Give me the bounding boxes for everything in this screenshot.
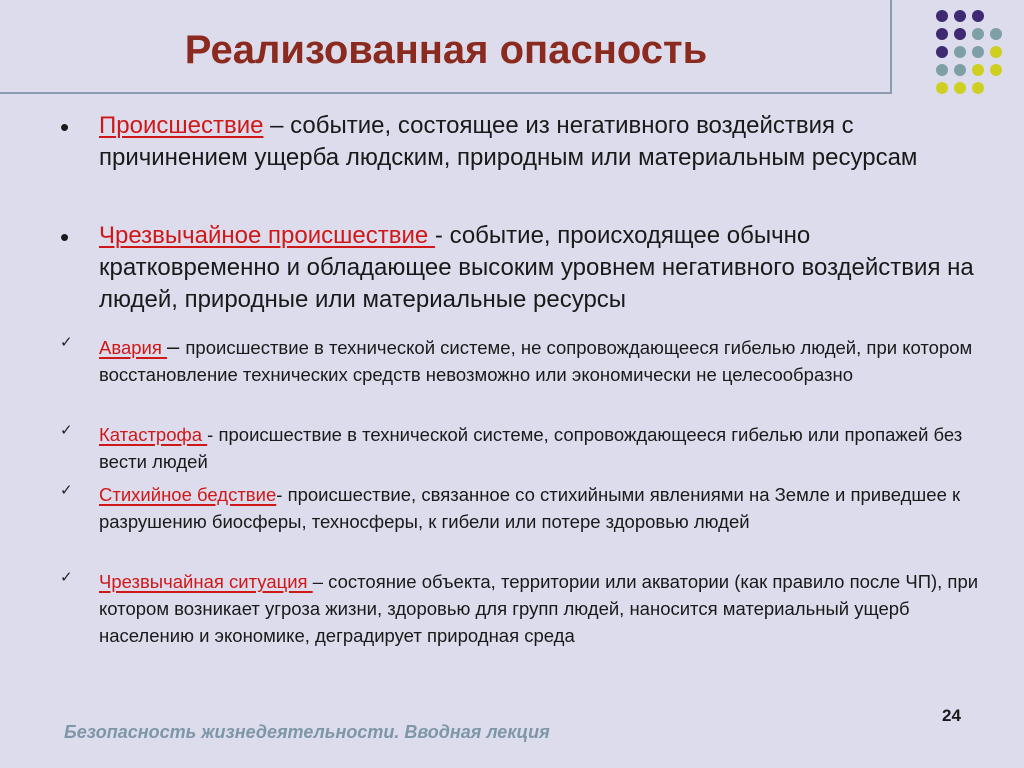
slide-title: Реализованная опасность (184, 28, 708, 72)
dot-purple (936, 10, 948, 22)
term-link: Стихийное бедствие (99, 484, 277, 505)
dot-purple (954, 28, 966, 40)
subitem-text (99, 333, 979, 388)
dot-teal (972, 28, 984, 40)
dot-purple (936, 46, 948, 58)
bullet-glyph: • (60, 112, 70, 142)
term-link: Происшествие (99, 112, 264, 139)
bullet-text (99, 110, 979, 174)
dot-purple (954, 10, 966, 22)
term-link: Катастрофа (99, 424, 208, 445)
page-number: 24 (942, 706, 961, 725)
footer-text: Безопасность жизнедеятельности. Вводная лекция (64, 722, 550, 742)
dot-teal (954, 46, 966, 58)
dot-yellow (990, 46, 1002, 58)
dot-teal (972, 46, 984, 58)
definition-text: – состояние объекта, территории или акватории (как правило после ЧП), при котором возникает угроза жизни, здоровью для групп людей, наносится материальный ущерб населению и экономике, деградирует природная среда (99, 571, 979, 646)
decorative-dots (932, 10, 1012, 94)
subitem-text (99, 568, 979, 649)
dash-text: – (167, 334, 186, 359)
dot-yellow (990, 64, 1002, 76)
dot-yellow (936, 82, 948, 94)
check-icon: ✓ (60, 334, 73, 351)
dot-teal (954, 64, 966, 76)
check-icon: ✓ (60, 482, 73, 499)
term-link: Авария (99, 337, 168, 358)
definition-text: происшествие в технической системе, не сопровождающееся гибелью людей, при котором восстановление технических средств невозможно или экономически не целесообразно (99, 337, 973, 385)
bullet-glyph: • (60, 222, 70, 252)
definition-text: – событие, состоящее из негативного воздействия с причинением ущерба людским, природным или материальным ресурсам (99, 112, 918, 171)
term-link: Чрезвычайная ситуация (99, 571, 313, 592)
term-link: Чрезвычайное происшествие (99, 222, 435, 249)
bullet-text (99, 220, 979, 316)
dot-teal (990, 28, 1002, 40)
dot-yellow (972, 64, 984, 76)
check-icon: ✓ (60, 569, 73, 586)
dot-teal (936, 64, 948, 76)
dot-purple (972, 10, 984, 22)
dot-yellow (954, 82, 966, 94)
header-divider (0, 92, 892, 94)
dot-yellow (972, 82, 984, 94)
check-icon: ✓ (60, 422, 73, 439)
definition-text: - происшествие в технической системе, сопровождающееся гибелью или пропажей без вести людей (99, 424, 963, 472)
definition-text: - происшествие, связанное со стихийными явлениями на Земле и приведшее к разрушению биосферы, техносферы, к гибели или потере здоровью людей (99, 484, 961, 532)
subitem-text (99, 421, 979, 475)
definition-text: - событие, происходящее обычно кратковременно и обладающее высоким уровнем негативного воздействия на людей, природные или материальные ресурсы (99, 222, 974, 313)
dot-purple (936, 28, 948, 40)
subitem-text (99, 481, 979, 535)
